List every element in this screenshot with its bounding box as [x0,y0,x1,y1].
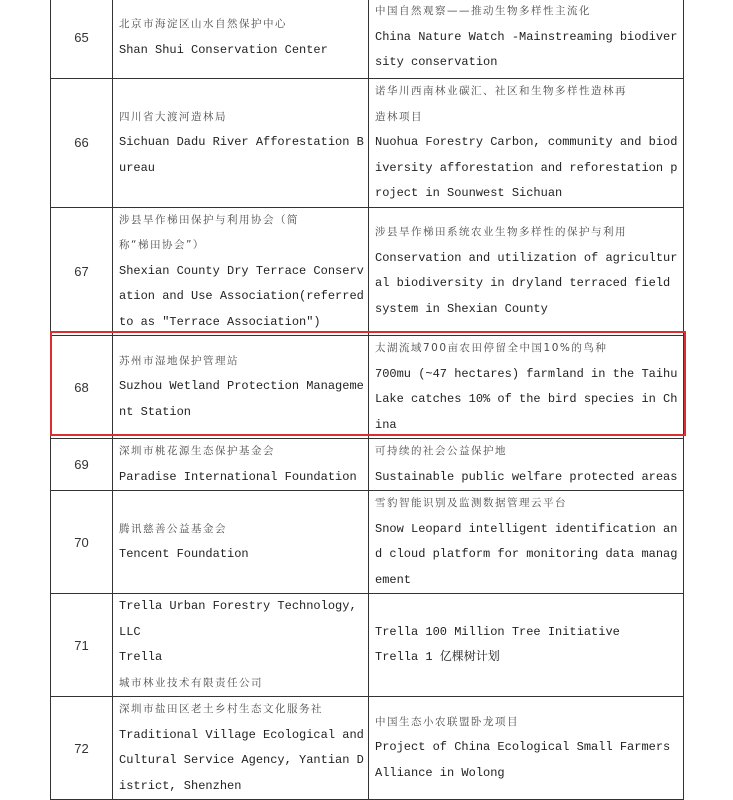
project-cell [369,207,684,336]
table-row [51,491,684,594]
project-line: 涉县旱作梯田系统农业生物多样性的保护与利用 [375,226,627,239]
row-number: 71 [51,594,113,697]
project-line: 雪豹智能识别及监测数据管理云平台 [375,497,567,509]
org-line: ation and Use Association(referred [119,289,364,303]
project-line: sity conservation [375,55,498,70]
project-line: Nuohua Forestry Carbon, community and biod [375,135,678,149]
org-line: Shan Shui Conservation Center [119,42,328,57]
project-line: 诺华川西南林业碳汇、社区和生物多样性造林再 [375,85,627,97]
organization-cell [113,79,369,208]
org-line: ureau [119,160,156,175]
table-row [51,439,684,491]
org-line: to as "Terrace Association") [119,314,321,329]
project-line: roject in Sounwest Sichuan [375,186,563,200]
project-line: system in Shexian County [375,301,548,316]
row-number: 72 [51,697,113,800]
table-row [51,207,684,336]
project-line: 造林项目 [375,110,423,123]
row-number: 67 [51,207,113,336]
org-line: Trella Urban Forestry Technology, [119,599,357,613]
project-line: Conservation and utilization of agricultur [375,250,678,265]
project-line: China Nature Watch -Mainstreaming biodiver [375,29,678,44]
table-row [51,79,684,208]
org-line: 称“梯田协会”） [119,239,205,251]
organization-cell [113,697,369,800]
project-line: ement [375,572,412,587]
org-line: Paradise International Foundation [119,469,357,484]
row-number: 68 [51,336,113,439]
org-line: LLC [119,624,141,639]
table-row [51,594,684,697]
row-number: 70 [51,491,113,594]
org-line: Sichuan Dadu River Afforestation B [119,135,364,149]
project-line: Lake catches 10% of the bird species in Ch [375,392,678,406]
table-row [51,0,684,79]
organization-cell [113,439,369,491]
organization-cell [113,0,369,79]
project-cell [369,79,684,208]
project-cell [369,0,684,79]
org-line: nt Station [119,404,192,419]
project-line: 中国自然观察——推动生物多样性主流化 [375,5,591,18]
project-line: al biodiversity in dryland terraced field [375,276,671,291]
org-line: 城市林业技术有限责任公司 [119,676,263,689]
org-line: Traditional Village Ecological and [119,727,364,742]
org-line: 苏州市湿地保护管理站 [119,354,239,367]
project-line: iversity afforestation and reforestation p [375,160,678,175]
project-cell [369,336,684,439]
org-line: Shexian County Dry Terrace Conserv [119,263,364,278]
project-cell [369,594,684,697]
organization-table [50,0,684,800]
project-line: Project of China Ecological Small Farmers [375,740,671,755]
organization-cell [113,594,369,697]
project-line: d cloud platform for monitoring data manag [375,547,678,561]
organization-cell [113,336,369,439]
project-line: 可持续的社会公益保护地 [375,445,507,457]
org-line: 四川省大渡河造林局 [119,110,227,123]
project-line: 太湖流域700亩农田停留全中国10%的鸟种 [375,342,608,354]
org-line: 腾讯慈善公益基金会 [119,522,227,535]
project-line: Trella 100 Million Tree Initiative [375,624,620,639]
org-line: 北京市海淀区山水自然保护中心 [119,18,287,30]
project-line: Snow Leopard intelligent identification an [375,521,678,536]
table-body [51,0,684,800]
organization-cell [113,491,369,594]
row-number: 65 [51,0,113,79]
project-cell [369,697,684,800]
project-line: Trella 1 亿棵树计划 [375,650,500,664]
table-row-highlighted [51,336,684,439]
org-line: 深圳市盐田区老土乡村生态文化服务社 [119,703,323,715]
org-line: Trella [119,650,163,664]
project-cell [369,439,684,491]
project-line: Alliance in Wolong [375,765,505,780]
row-number: 69 [51,439,113,491]
org-line: istrict, Shenzhen [119,778,242,793]
project-line: 中国生态小农联盟卧龙项目 [375,715,519,728]
org-line: Suzhou Wetland Protection Manageme [119,379,364,394]
project-line: Sustainable public welfare protected areas [375,469,678,484]
table-row [51,697,684,800]
org-line: 涉县旱作梯田保护与利用协会（简 [119,213,299,226]
org-line: Tencent Foundation [119,547,249,561]
project-line: 700mu (~47 hectares) farmland in the Taihu [375,366,678,381]
row-number: 66 [51,79,113,208]
organization-cell [113,207,369,336]
org-line: Cultural Service Agency, Yantian D [119,753,364,767]
project-line: ina [375,417,397,432]
project-cell [369,491,684,594]
org-line: 深圳市桃花源生态保护基金会 [119,445,275,457]
